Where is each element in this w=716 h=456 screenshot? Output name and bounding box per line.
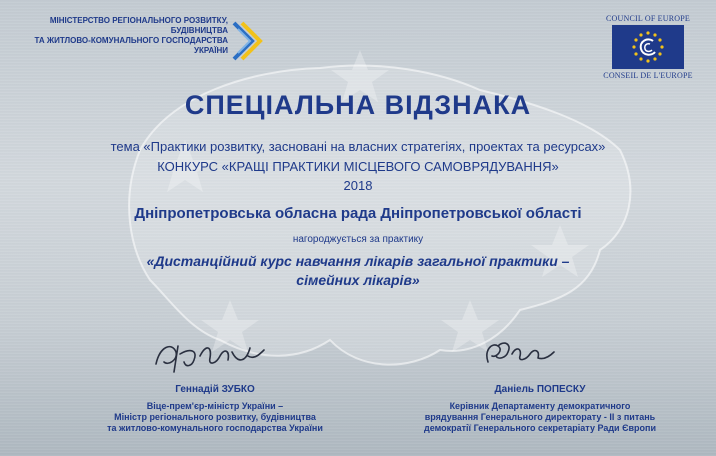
contest-name: КОНКУРС «КРАЩІ ПРАКТИКИ МІСЦЕВОГО САМОВРЯДУВАННЯ» xyxy=(157,159,559,174)
coe-label-en: COUNCIL OF EUROPE xyxy=(606,14,690,23)
right-signature-image xyxy=(478,336,558,372)
certificate-title: СПЕЦІАЛЬНА ВІДЗНАКА xyxy=(184,90,532,120)
ministry-name-line: УКРАЇНИ xyxy=(193,46,228,55)
council-of-europe-logo xyxy=(600,14,696,80)
right-signatory xyxy=(398,384,682,434)
ministry-name xyxy=(28,16,228,56)
practice-title-line: «Дистанційний курс навчання лікарів загальної практики – xyxy=(146,253,570,269)
awarded-text: нагороджується за практику xyxy=(292,234,424,245)
signatory-position-line: демократії Генерального секретаріату Ради Європи xyxy=(424,423,656,433)
coe-flag xyxy=(612,25,684,69)
left-signature-image xyxy=(150,334,270,378)
practice-title-line: сімейних лікарів» xyxy=(296,272,420,288)
signatory-position-line: Міністр регіонального розвитку, будівництва xyxy=(114,412,316,422)
signatory-position-line: Віце-прем'єр-міністр України – xyxy=(146,401,284,411)
ministry-name-line: БУДІВНИЦТВА xyxy=(170,26,228,35)
left-signatory xyxy=(80,384,350,434)
signatory-position-line: врядування Генерального директорату - ІІ з питань xyxy=(424,412,656,422)
coe-emblem-icon xyxy=(612,25,684,69)
certificate-theme: тема «Практики розвитку, засновані на власних стратегіях, проектах та ресурсах» xyxy=(110,139,606,154)
signatory-position-line: та житлово-комунального господарства України xyxy=(107,423,323,433)
ministry-name-line: ТА ЖИТЛОВО-КОМУНАЛЬНОГО ГОСПОДАРСТВА xyxy=(34,36,228,45)
signatory-name: Даніель ПОПЕСКУ xyxy=(494,384,586,395)
ministry-logo-icon xyxy=(230,19,266,63)
laureate-name: Дніпропетровська обласна рада Дніпропетровської області xyxy=(134,205,582,222)
coe-label-fr: CONSEIL DE L'EUROPE xyxy=(603,71,693,80)
contest-year: 2018 xyxy=(343,178,373,193)
ministry-name-line: МІНІСТЕРСТВО РЕГІОНАЛЬНОГО РОЗВИТКУ, xyxy=(49,16,228,25)
signatory-position-line: Керівник Департаменту демократичного xyxy=(449,401,631,411)
signatory-name: Геннадій ЗУБКО xyxy=(175,384,255,395)
